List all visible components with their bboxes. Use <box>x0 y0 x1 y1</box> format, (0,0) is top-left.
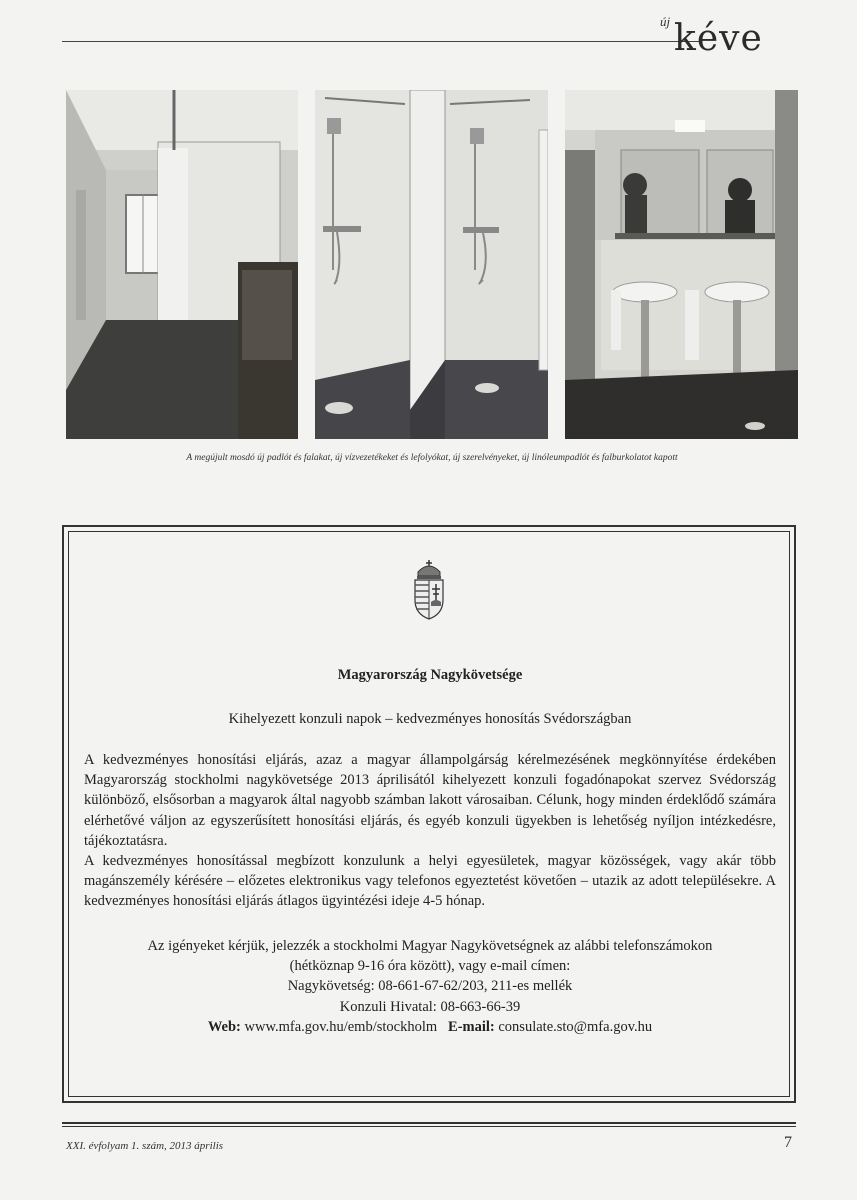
magazine-logo <box>660 14 810 58</box>
logo-main-text: kéve <box>674 18 763 59</box>
bathroom-entrance-photo <box>66 90 298 439</box>
web-link[interactable]: www.mfa.gov.hu/emb/stockholm <box>244 1018 438 1035</box>
web-label: Web: <box>207 1018 241 1035</box>
page-number: 7 <box>784 1134 792 1151</box>
footer-rule <box>62 1122 796 1124</box>
consular-phone: Konzuli Hivatal: 08-663-66-39 <box>339 998 521 1015</box>
notice-paragraph: A kedvezményes honosítási eljárás, azaz a magyar állampolgárság kérelmezésének megkönnyítése érdekében Magyarország stockholmi nagykövetsége 2013 áprilisától kihelyezett konzuli fogadónapokat szervez Svédország különböző, elsősorban a magyarok által nagyobb számban lakott városaiban. Célunk, hogy minden érdeklődő számára elérhetővé váljon az egyszerűsített honosítási eljárás, és egyéb konzuli ügyekben is lehetőség nyíljon intézkedésre, tájékoztatásra. <box>84 752 776 849</box>
shower-stalls-photo <box>315 90 548 439</box>
embassy-phone: Nagykövetség: 08-661-67-62/203, 211-es mellék <box>287 978 573 995</box>
contact-block <box>80 936 780 1037</box>
notice-paragraph: A kedvezményes honosítással megbízott konzulunk a helyi egyesületek, magyar közösségek, vagy akár több magánszemély kérésére – előzetes elektronikus vagy telefonos egyeztetést követően – utazik az adott településekre. A kedvezményes honosítási eljárás átlagos ügyintézési ideje 4-5 hónap. <box>84 853 776 910</box>
email-label: E-mail: <box>448 1018 495 1035</box>
notice-subtitle: Kihelyezett konzuli napok – kedvezményes honosítás Svédországban <box>228 711 632 727</box>
notice-body <box>84 750 776 912</box>
embassy-title: Magyarország Nagykövetsége <box>337 667 523 683</box>
issue-info: XXI. évfolyam 1. szám, 2013 április <box>66 1140 224 1152</box>
washbasins-photo <box>565 90 798 439</box>
contact-intro-line: (hétköznap 9-16 óra között), vagy e-mail címen: <box>289 958 571 975</box>
logo-small-text: új <box>660 14 671 29</box>
photo-caption: A megújult mosdó új padlót és falakat, új vízvezetékeket és lefolyókat, új szerelvényeket, új linóleumpadlót és falburkolatot kapott <box>186 453 678 463</box>
header-rule <box>62 41 702 42</box>
contact-intro-line: Az igényeket kérjük, jelezzék a stockholmi Magyar Nagykövetségnek az alábbi telefonszámokon <box>147 938 713 954</box>
email-link[interactable]: consulate.sto@mfa.gov.hu <box>498 1018 653 1035</box>
hungarian-coat-of-arms-icon <box>410 560 448 620</box>
web-email-line <box>80 1017 780 1037</box>
footer-rule-thin <box>62 1126 796 1127</box>
